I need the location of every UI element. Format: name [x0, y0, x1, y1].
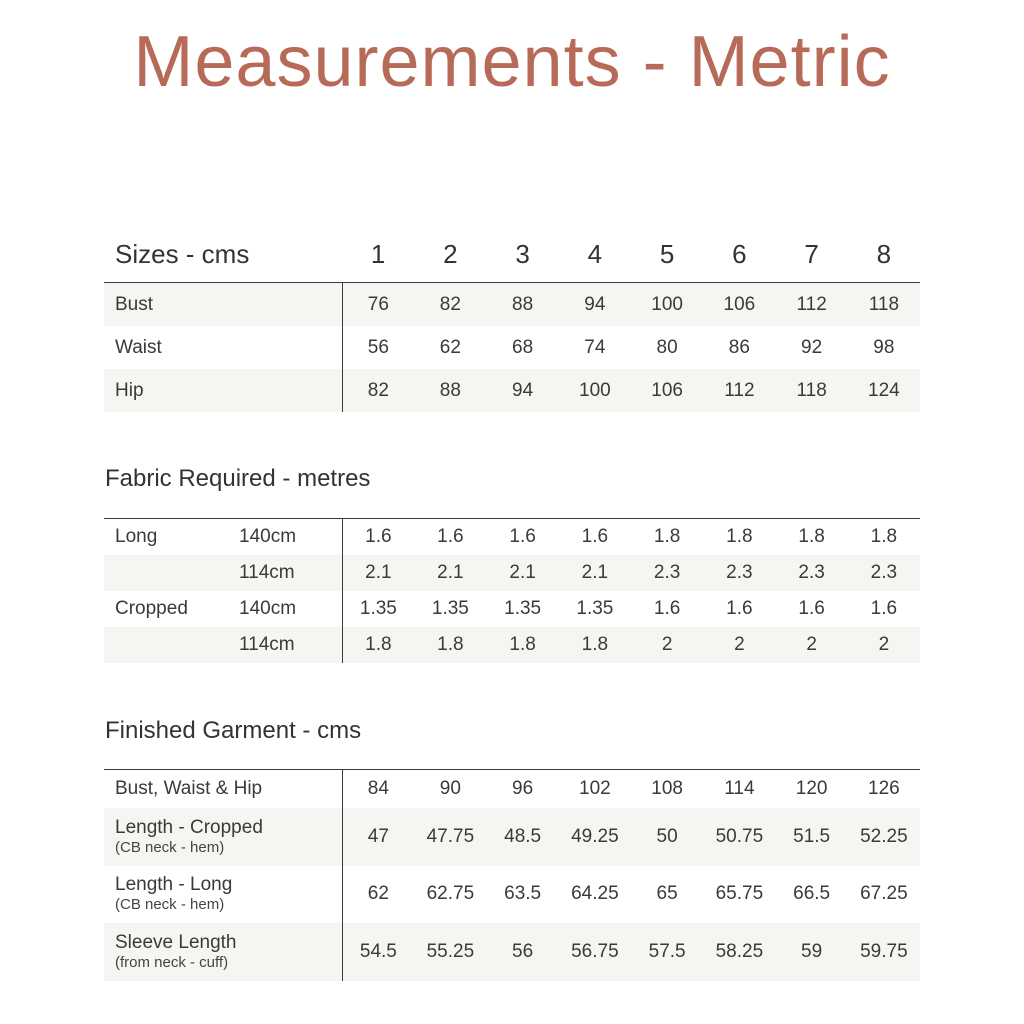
table-cell: 76 — [342, 283, 414, 327]
table-cell: 92 — [801, 336, 823, 358]
table-cell: 90 — [439, 778, 461, 799]
sizes-table — [104, 226, 920, 412]
table-cell: 80 — [656, 336, 678, 358]
table-cell: 56 — [487, 923, 559, 981]
row-label — [104, 923, 342, 981]
table-cell: 67.25 — [860, 883, 908, 905]
row-label: Bust — [104, 283, 342, 327]
row-label-main: Sleeve Length — [115, 931, 237, 953]
row-label-sub: (CB neck - hem) — [115, 896, 225, 914]
table-cell: 2 — [631, 627, 703, 663]
row-label — [104, 555, 239, 591]
row-label — [104, 866, 342, 924]
table-cell: 100 — [631, 283, 703, 327]
table-cell: 108 — [651, 778, 683, 799]
table-cell: 126 — [868, 778, 900, 799]
table-cell: 100 — [559, 369, 631, 412]
size-column-header: 8 — [848, 226, 920, 283]
table-cell: 2.3 — [776, 555, 848, 591]
table-cell: 88 — [487, 283, 559, 327]
table-cell: 2 — [703, 627, 775, 663]
fabric-section — [104, 464, 920, 663]
table-cell: 112 — [776, 283, 848, 327]
table-cell: 58.25 — [703, 923, 775, 981]
row-label — [104, 808, 342, 866]
table-cell: 1.8 — [653, 526, 681, 547]
page-title: Measurements - Metric — [133, 22, 891, 102]
table-row-cropped-140 — [104, 591, 920, 627]
table-row-bust-waist-hip — [104, 770, 920, 809]
table-cell: 88 — [414, 369, 486, 412]
table-cell: 56.75 — [559, 923, 631, 981]
table-cell: 2.1 — [342, 555, 414, 591]
table-cell: 62 — [439, 336, 461, 358]
table-cell: 82 — [342, 369, 414, 412]
row-label: Long — [115, 526, 158, 547]
table-cell: 47.75 — [414, 808, 486, 866]
table-cell: 1.8 — [342, 627, 414, 663]
table-cell: 51.5 — [776, 808, 848, 866]
table-cell: 106 — [631, 369, 703, 412]
table-row-waist — [104, 326, 920, 369]
table-cell: 2.1 — [414, 555, 486, 591]
table-cell: 65 — [656, 883, 678, 905]
table-row-cropped-114 — [104, 627, 920, 663]
table-cell: 118 — [848, 283, 920, 327]
table-cell: 94 — [487, 369, 559, 412]
table-cell: 52.25 — [848, 808, 920, 866]
row-label — [104, 770, 342, 809]
sizes-header-label: Sizes - cms — [104, 226, 342, 283]
table-cell: 114 — [724, 778, 755, 799]
fabric-width: 114cm — [239, 627, 342, 663]
table-cell: 1.8 — [487, 627, 559, 663]
table-cell: 66.5 — [793, 883, 831, 905]
table-cell: 1.6 — [509, 526, 536, 547]
table-cell: 50.75 — [703, 808, 775, 866]
row-label-main: Length - Cropped — [115, 816, 263, 838]
table-cell: 1.35 — [431, 598, 469, 619]
table-cell: 120 — [795, 778, 828, 799]
table-cell: 1.6 — [870, 598, 898, 619]
table-cell: 1.8 — [414, 627, 486, 663]
row-label-main: Bust, Waist & Hip — [115, 778, 263, 799]
table-cell: 59.75 — [848, 923, 920, 981]
table-cell: 1.35 — [504, 598, 542, 619]
table-cell: 65.75 — [715, 883, 764, 905]
table-cell: 82 — [414, 283, 486, 327]
table-row-length-long — [104, 866, 920, 924]
table-cell: 56 — [367, 336, 389, 358]
table-cell: 1.35 — [576, 598, 614, 619]
table-cell: 118 — [776, 369, 848, 412]
sizes-header-row — [104, 226, 920, 283]
table-cell: 2.1 — [487, 555, 559, 591]
table-cell: 84 — [367, 778, 389, 799]
table-cell: 57.5 — [631, 923, 703, 981]
table-cell: 48.5 — [487, 808, 559, 866]
table-cell: 50 — [631, 808, 703, 866]
table-cell: 2.3 — [631, 555, 703, 591]
table-cell: 62 — [367, 883, 389, 905]
size-column-header: 7 — [776, 226, 848, 283]
table-cell: 1.6 — [365, 526, 392, 547]
fabric-table — [104, 518, 920, 663]
table-cell: 62.75 — [426, 883, 475, 905]
table-cell: 1.6 — [726, 598, 753, 619]
fabric-width: 140cm — [239, 591, 342, 627]
table-cell: 54.5 — [342, 923, 414, 981]
fabric-section-title: Fabric Required - metres — [105, 465, 371, 492]
row-label: Cropped — [115, 598, 188, 619]
table-cell: 98 — [873, 336, 895, 358]
table-cell: 49.25 — [559, 808, 631, 866]
row-label: Waist — [104, 326, 342, 369]
table-cell: 2.1 — [559, 555, 631, 591]
row-label-main: Length - Long — [115, 874, 233, 896]
row-label-sub: (CB neck - hem) — [115, 838, 225, 856]
table-row-length-cropped — [104, 808, 920, 866]
size-column-header: 4 — [559, 226, 631, 283]
fabric-width: 114cm — [239, 555, 342, 591]
sizes-section — [104, 226, 920, 412]
size-column-header: 3 — [487, 226, 559, 283]
table-cell: 1.6 — [653, 598, 681, 619]
table-row-long-140 — [104, 519, 920, 556]
table-row-hip — [104, 369, 920, 412]
table-cell: 68 — [512, 336, 534, 358]
finished-table — [104, 769, 920, 981]
table-cell: 74 — [584, 336, 606, 358]
finished-section — [104, 716, 920, 981]
table-cell: 63.5 — [504, 883, 542, 905]
size-column-header: 5 — [631, 226, 703, 283]
table-cell: 94 — [559, 283, 631, 327]
table-cell: 2.3 — [703, 555, 775, 591]
table-cell: 1.8 — [798, 526, 825, 547]
table-cell: 1.6 — [798, 598, 825, 619]
table-cell: 59 — [776, 923, 848, 981]
row-label: Hip — [104, 369, 342, 412]
table-cell: 1.35 — [359, 598, 397, 619]
table-cell: 47 — [342, 808, 414, 866]
finished-section-title: Finished Garment - cms — [105, 717, 362, 744]
fabric-width: 140cm — [239, 519, 342, 556]
size-column-header: 2 — [414, 226, 486, 283]
table-cell: 124 — [848, 369, 920, 412]
table-cell: 102 — [579, 778, 611, 799]
table-cell: 96 — [512, 778, 534, 799]
table-row-long-114 — [104, 555, 920, 591]
table-cell: 1.6 — [437, 526, 464, 547]
row-label-sub: (from neck - cuff) — [115, 953, 229, 971]
table-cell: 86 — [728, 336, 750, 358]
table-cell: 2.3 — [848, 555, 920, 591]
table-row-bust — [104, 283, 920, 327]
table-cell: 1.8 — [870, 526, 898, 547]
table-cell: 112 — [703, 369, 775, 412]
table-row-sleeve-length — [104, 923, 920, 981]
table-cell: 1.8 — [559, 627, 631, 663]
table-cell: 106 — [703, 283, 775, 327]
table-cell: 2 — [776, 627, 848, 663]
size-column-header: 1 — [342, 226, 414, 283]
size-column-header: 6 — [703, 226, 775, 283]
table-cell: 55.25 — [414, 923, 486, 981]
row-label — [104, 627, 239, 663]
table-cell: 1.6 — [581, 526, 609, 547]
table-cell: 64.25 — [571, 883, 619, 905]
table-cell: 2 — [848, 627, 920, 663]
table-cell: 1.8 — [726, 526, 753, 547]
